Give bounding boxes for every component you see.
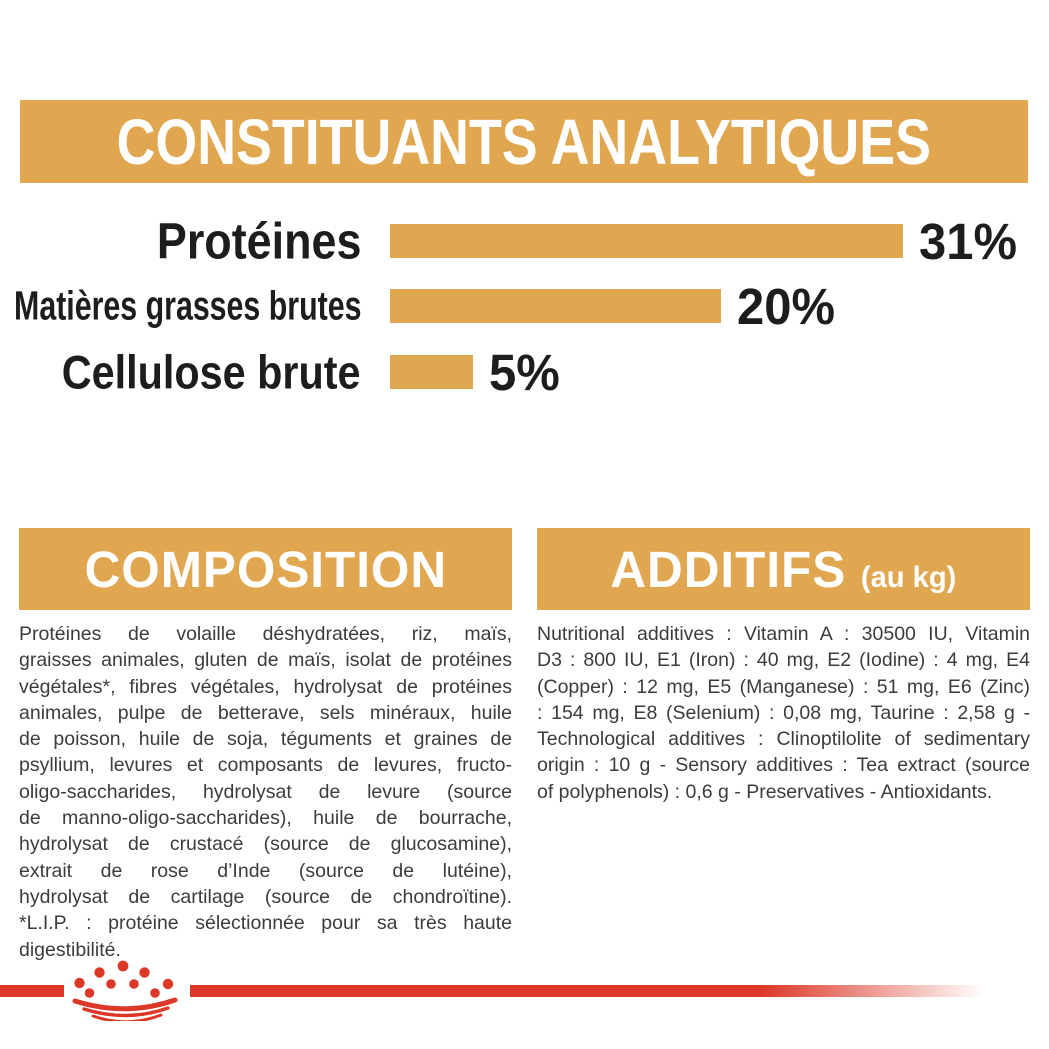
analytical-constituents-title: CONSTITUANTS ANALYTIQUES xyxy=(116,105,932,178)
additives-text: Nutritional additives : Vitamin A : 30500 IU, Vitamin D3 : 800 IU, E1 (Iron) : 40 mg, E2 (Iodine) : 4 mg, E4 (Copper) : 12 mg, E5 (Manganese) : 51 mg, E6 (Zinc) : 154 mg, E8 (Selenium) : 0,08 mg, Taurine : 2,58 g - Technological additives : Clinoptilolite of sedimentary origin : 10 g - Sensory additives : Tea extract (source of polyphenols) : 0,6 g - Preservatives - Antioxidants. xyxy=(537,623,1030,803)
footer-red-line-left xyxy=(0,985,64,997)
bar-proteines xyxy=(390,224,903,258)
bar-label-cellulose: Cellulose brute xyxy=(62,345,361,399)
royal-canin-crown-logo xyxy=(72,959,180,1021)
chart-row xyxy=(0,212,1049,270)
composition-banner xyxy=(19,528,512,610)
bar-value-proteines: 31% xyxy=(919,212,1017,270)
chart-row xyxy=(0,343,1049,401)
bar-matieres-grasses xyxy=(390,289,721,323)
bar-cellulose xyxy=(390,355,473,389)
bar-label-matieres-grasses: Matières grasses brutes xyxy=(13,282,361,329)
analytical-constituents-banner xyxy=(20,100,1028,183)
composition-title: COMPOSITION xyxy=(84,540,447,598)
additives-banner xyxy=(537,528,1030,610)
chart-row xyxy=(0,277,1049,335)
additives-unit: (au kg) xyxy=(861,560,957,594)
footer-red-line-right xyxy=(190,985,985,997)
composition-text: Protéines de volaille déshydratées, riz, maïs, graisses animales, gluten de maïs, isolat de protéines végétales*, fibres végétales, hydrolysat de protéines animales, pulpe de betterave, sels minéraux, huile de poisson, huile de soja, téguments et graines de psyllium, levures et composants de levures, fructo- oligo-saccharides, hydrolysat de levure (source de manno-oligo-saccharides), huile de bourrache, hydrolysat de crustacé (source de glucosamine), extrait de rose d’Inde (source de lutéine), hydrolysat de cartilage (source de chondroïtine). *L.I.P. : protéine sélectionnée pour sa très haute digestibilité. xyxy=(19,623,512,961)
bar-value-matieres-grasses: 20% xyxy=(737,277,835,335)
additives-title: ADDITIFS (au kg) xyxy=(610,540,957,598)
bar-value-cellulose: 5% xyxy=(489,343,560,401)
bar-label-proteines: Protéines xyxy=(156,212,361,270)
